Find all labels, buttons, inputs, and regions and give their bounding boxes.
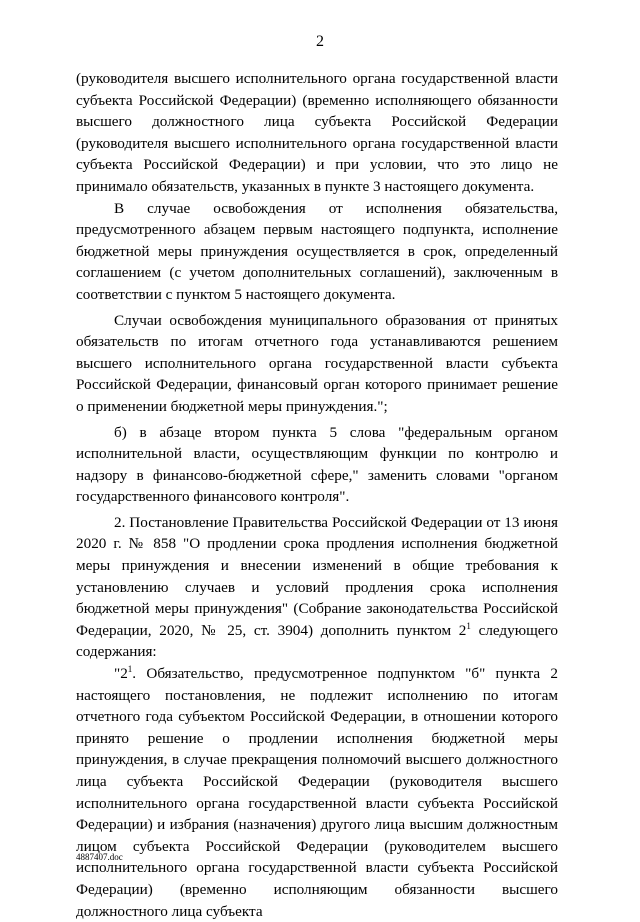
paragraph-5-superscript: 1	[466, 620, 471, 631]
paragraph-5	[76, 512, 558, 663]
paragraph-5-text-before: 2. Постановление Правительства Российской Федерации от 13 июня 2020 г. № 858 "О продлении срока продления исполнения бюджетной меры принуждения и внесении изменений в общие требования к установлению случаев и условий продления срока исполнения бюджетной меры принуждения" (Собрание законодательства Российской Федерации, 2020, № 25, ст. 3904) дополнить пунктом 2	[76, 513, 558, 639]
document-file-code: 4887407.doc	[76, 852, 123, 862]
paragraph-3: Случаи освобождения муниципального образования от принятых обязательств по итогам отчетного года устанавливаются решением высшего исполнительного органа государственной власти субъекта Российской Федерации, финансовый орган которого принимает решение о применении бюджетной меры принуждения.";	[76, 311, 558, 415]
page-number: 2	[316, 33, 324, 50]
paragraph-1: (руководителя высшего исполнительного органа государственной власти субъекта Российской Федерации) (временно исполняющего обязанности высшего должностного лица субъекта Российской Федерации (руководителя высшего исполнительного органа государственной власти субъекта Российской Федерации) и при условии, что это лицо не принимало обязательств, указанных в пункте 3 настоящего документа.	[76, 70, 558, 195]
paragraph-5-text-after: следующего содержания:	[76, 621, 558, 661]
paragraph-6-superscript: 1	[127, 663, 133, 674]
paragraph-6-text-before: "2	[114, 665, 128, 683]
paragraph-4: б) в абзаце втором пункта 5 слова "федеральным органом исполнительной власти, осуществляющим функции по контролю и надзору в финансово-бюджетной сфере," заменить словами "органом государственного финансового контроля".	[76, 423, 558, 506]
document-body	[76, 68, 558, 922]
paragraph-6-text-after: . Обязательство, предусмотренное подпунктом "б" пункта 2 настоящего постановления, не подлежит исполнению по итогам отчетного года субъектом Российской Федерации, в отношении которого принято решение о продлении исполнения бюджетной меры принуждения, в случае прекращения полномочий высшего должностного лица субъекта Российской Федерации (руководителя высшего исполнительного органа государственной власти субъекта Российской Федерации) и избрания (назначения) другого лица высшим должностным лицом субъекта Российской Федерации (руководителем высшего исполнительного органа государственной власти субъекта Российской Федерации) (временно исполняющим обязанности высшего должностного лица субъекта	[76, 665, 558, 920]
paragraph-2: В случае освобождения от исполнения обязательства, предусмотренного абзацем первым настоящего подпункта, исполнение бюджетной меры принуждения осуществляется в срок, определенный соглашением (с учетом дополнительных соглашений), заключенным в соответствии с пунктом 5 настоящего документа.	[76, 199, 558, 303]
paragraph-6	[76, 663, 558, 922]
